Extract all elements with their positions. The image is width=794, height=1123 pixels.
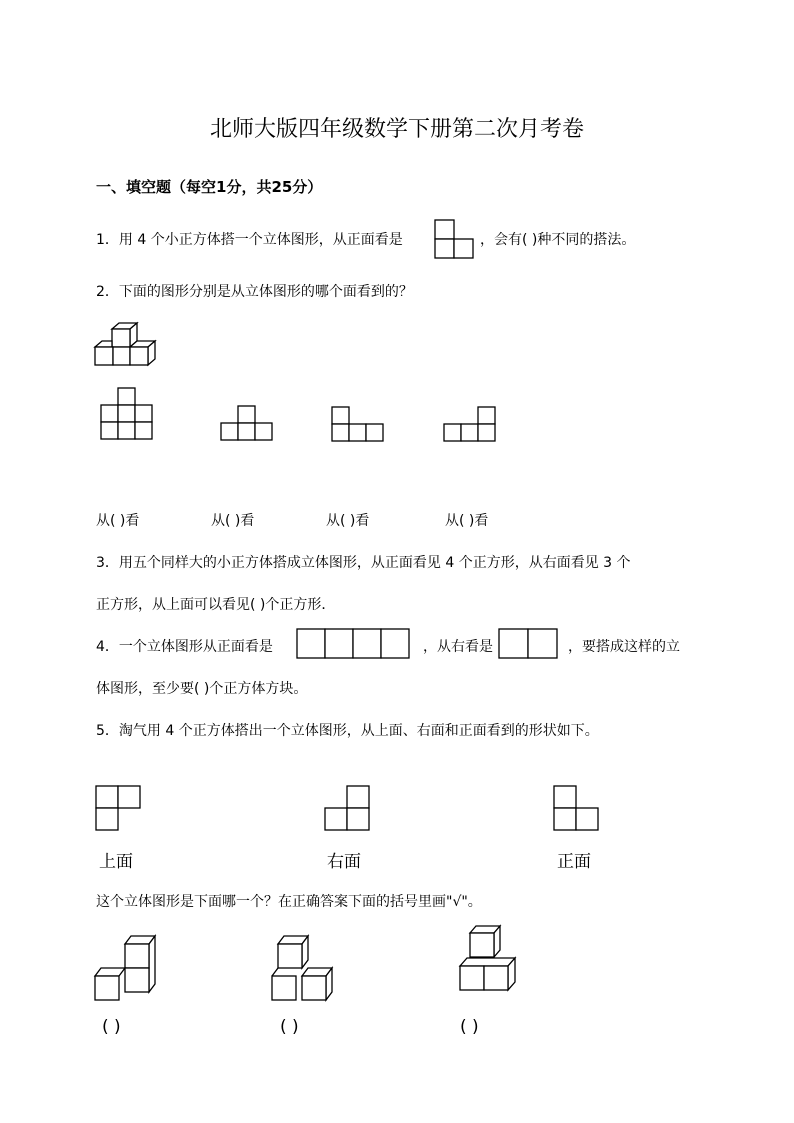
q5-option-a-figure	[95, 933, 161, 1003]
question-5-text: 5．淘气用 4 个正方体搭出一个立体图形，从上面、右面和正面看到的形状如下。	[96, 723, 599, 739]
question-5-prompt: 这个立体图形是下面哪一个？在正确答案下面的括号里画"√"。	[96, 894, 482, 910]
question-4-tail-text: ，要搭成这样的立	[568, 639, 680, 655]
question-1-text: 1．用 4 个小正方体搭一个立体图形，从正面看是	[96, 232, 403, 248]
q2-view-4	[443, 406, 499, 446]
question-2-text: 2．下面的图形分别是从立体图形的哪个面看到的？	[96, 284, 413, 300]
q2-view-1	[100, 387, 156, 443]
label-right-view: 右面	[327, 852, 361, 872]
question-4-right-text: ，从右看是	[423, 639, 493, 655]
q1-front-view-figure	[434, 219, 476, 259]
q2-answer-2: 从( )看	[211, 513, 255, 529]
q2-solid-figure	[95, 321, 165, 367]
q2-view-3	[331, 406, 387, 446]
question-3-line-1: 3．用五个同样大的小正方体搭成立体图形，从正面看见 4 个正方形，从右面看见 3 个	[96, 555, 631, 571]
section-heading: 一、填空题（每空1分，共25分）	[96, 178, 323, 196]
question-1-answer-text: ，会有( )种不同的搭法。	[480, 232, 636, 248]
q2-answer-3: 从( )看	[326, 513, 370, 529]
q4-front-view-figure	[296, 628, 412, 660]
page-title: 北师大版四年级数学下册第二次月考卷	[209, 117, 584, 142]
q5-top-view	[95, 785, 141, 833]
q2-answer-4: 从( )看	[445, 513, 489, 529]
q5-front-view	[553, 785, 599, 833]
q2-view-2	[220, 405, 276, 445]
q5-option-c-figure	[460, 925, 526, 997]
q5-answer-bracket-a[interactable]: ( )	[102, 1017, 121, 1037]
q4-right-view-figure	[498, 628, 560, 660]
q2-answer-1: 从( )看	[96, 513, 140, 529]
question-4-line-2: 体图形，至少要( )个正方体方块。	[96, 681, 308, 697]
q5-right-view	[324, 785, 370, 833]
label-front-view: 正面	[557, 852, 591, 872]
q5-option-b-figure	[272, 933, 338, 1003]
q5-answer-bracket-c[interactable]: ( )	[460, 1017, 479, 1037]
question-4-text: 4．一个立体图形从正面看是	[96, 639, 273, 655]
q5-answer-bracket-b[interactable]: ( )	[280, 1017, 299, 1037]
label-top-view: 上面	[99, 852, 133, 872]
question-3-line-2: 正方形，从上面可以看见( )个正方形．	[96, 597, 336, 613]
